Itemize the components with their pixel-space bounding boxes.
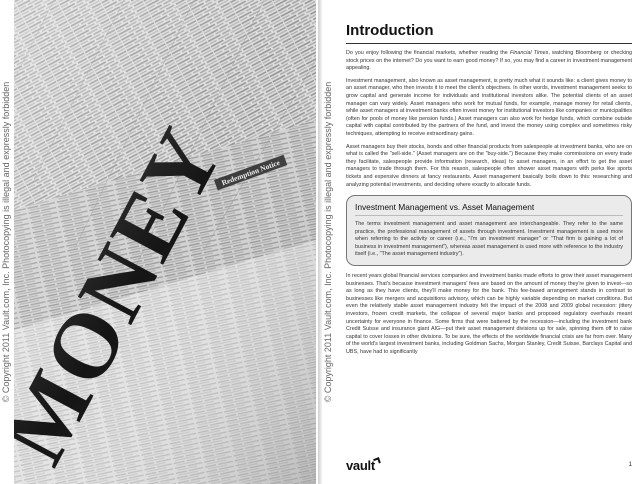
right-copyright-text: © Copyright 2011 Vault.com, Inc. Photocopying is illegal and expressly forbidden bbox=[323, 81, 333, 403]
newspaper-illustration bbox=[14, 0, 316, 484]
callout-box bbox=[346, 195, 632, 266]
logo-text: vault bbox=[346, 458, 375, 473]
logo-mark-icon bbox=[373, 457, 381, 465]
financial-times-title: Financial Times bbox=[509, 50, 549, 56]
paragraph-intro bbox=[346, 50, 632, 73]
paragraph-recent-years: In recent years global financial services companies and investment banks made efforts to grow their asset management businesses. That's because investment managers' fees are based on the amount of money they're given to invest—so as long as they have clients, they'll make money for the bank. This fee-based arrangement stands in contrast to businesses like mergers and acquisitions advisory, which can be highly variable depending on market conditions. But even the relatively stable asset management industry felt the impact of the 2008 and 2009 global recession: jittery investors, frozen credit markets, the collapse of several major banks and proposed regulatory overhauls meant uncertainty for everyone in finance. Some firms that were battered by the recession—including the investment bank Credit Suisse and insurance giant AIG—put their asset management divisions up for sale, spinning them off to raise capital to cover losses in other divisions. To be sure, the effects of the worldwide financial crisis are far from over. Many of the world's largest investment banks, including Goldman Sachs, Morgan Stanley, Credit Suisse, Barclays Capital and UBS, have had to significantly bbox=[346, 273, 632, 355]
paragraph-sell-side: Asset managers buy their stocks, bonds and other financial products from salespeople at investment banks, who are on what is called the "sell-side." (Asset managers are on the "buy-side.") Because they make commissions on every trade they facilitate, salespeople provide information (research, ideas) to asset managers, in an effort to get the asset managers to trade through them. For this reason, salespeople often shower asset managers with perks like sports tickets and expensive dinners at fancy restaurants. Asset management basically boils down to this: researching and analyzing potential investments, and deciding where exactly to allocate funds. bbox=[346, 143, 632, 188]
paragraph-definition: Investment management, also known as asset management, is pretty much what it sounds like: a client gives money to an asset manager, who then invests it to meet the client's objectives. In other words, investment management seeks to grow capital and generate income for individuals and institutional investors alike. The potential clients of an asset manager can vary widely. Asset managers who work for mutual funds, for example, manage money for retail clients, while asset managers at investment banks often invest money for institutional investors like companies or municipalities (often for pools of money like pension funds.) Asset managers can also work for hedge funds, which combine outside capital with capital contributed by the partners of the fund, and invest the money using complex and sometimes risky techniques, attempting to receive extraordinary gains. bbox=[346, 77, 632, 137]
left-copyright-strip bbox=[0, 0, 12, 484]
vault-logo bbox=[346, 458, 381, 473]
right-copyright-strip bbox=[322, 0, 334, 484]
right-page bbox=[322, 0, 640, 484]
newspaper-photo bbox=[14, 0, 316, 484]
page-number: 1 bbox=[628, 462, 632, 468]
callout-title: Investment Management vs. Asset Management bbox=[355, 202, 623, 216]
callout-text: The terms investment management and asset management are interchangeable. They refer to the same practice, the professional management of assets through investment. Investment management is used more when referring to the activity or career (i.e., "I'm an investment manager" or "That firm is gaining a lot of business in investment management"), whereas asset management is used more with reference to the industry itself (i.e., "The asset management industry"). bbox=[355, 221, 623, 258]
paragraph-intro-end: , watching Bloomberg or checking stock prices on the internet? Do you want to earn good money? If so, you may find a career in investment management appealing. bbox=[346, 50, 632, 72]
paragraph-intro-start: Do you enjoy following the financial markets, whether reading the bbox=[346, 50, 510, 56]
page-title: Introduction bbox=[346, 22, 632, 44]
page-content bbox=[346, 22, 632, 362]
left-page bbox=[0, 0, 318, 484]
page-footer bbox=[346, 458, 632, 478]
left-copyright-text: © Copyright 2011 Vault.com, Inc. Photocopying is illegal and expressly forbidden bbox=[1, 81, 11, 403]
